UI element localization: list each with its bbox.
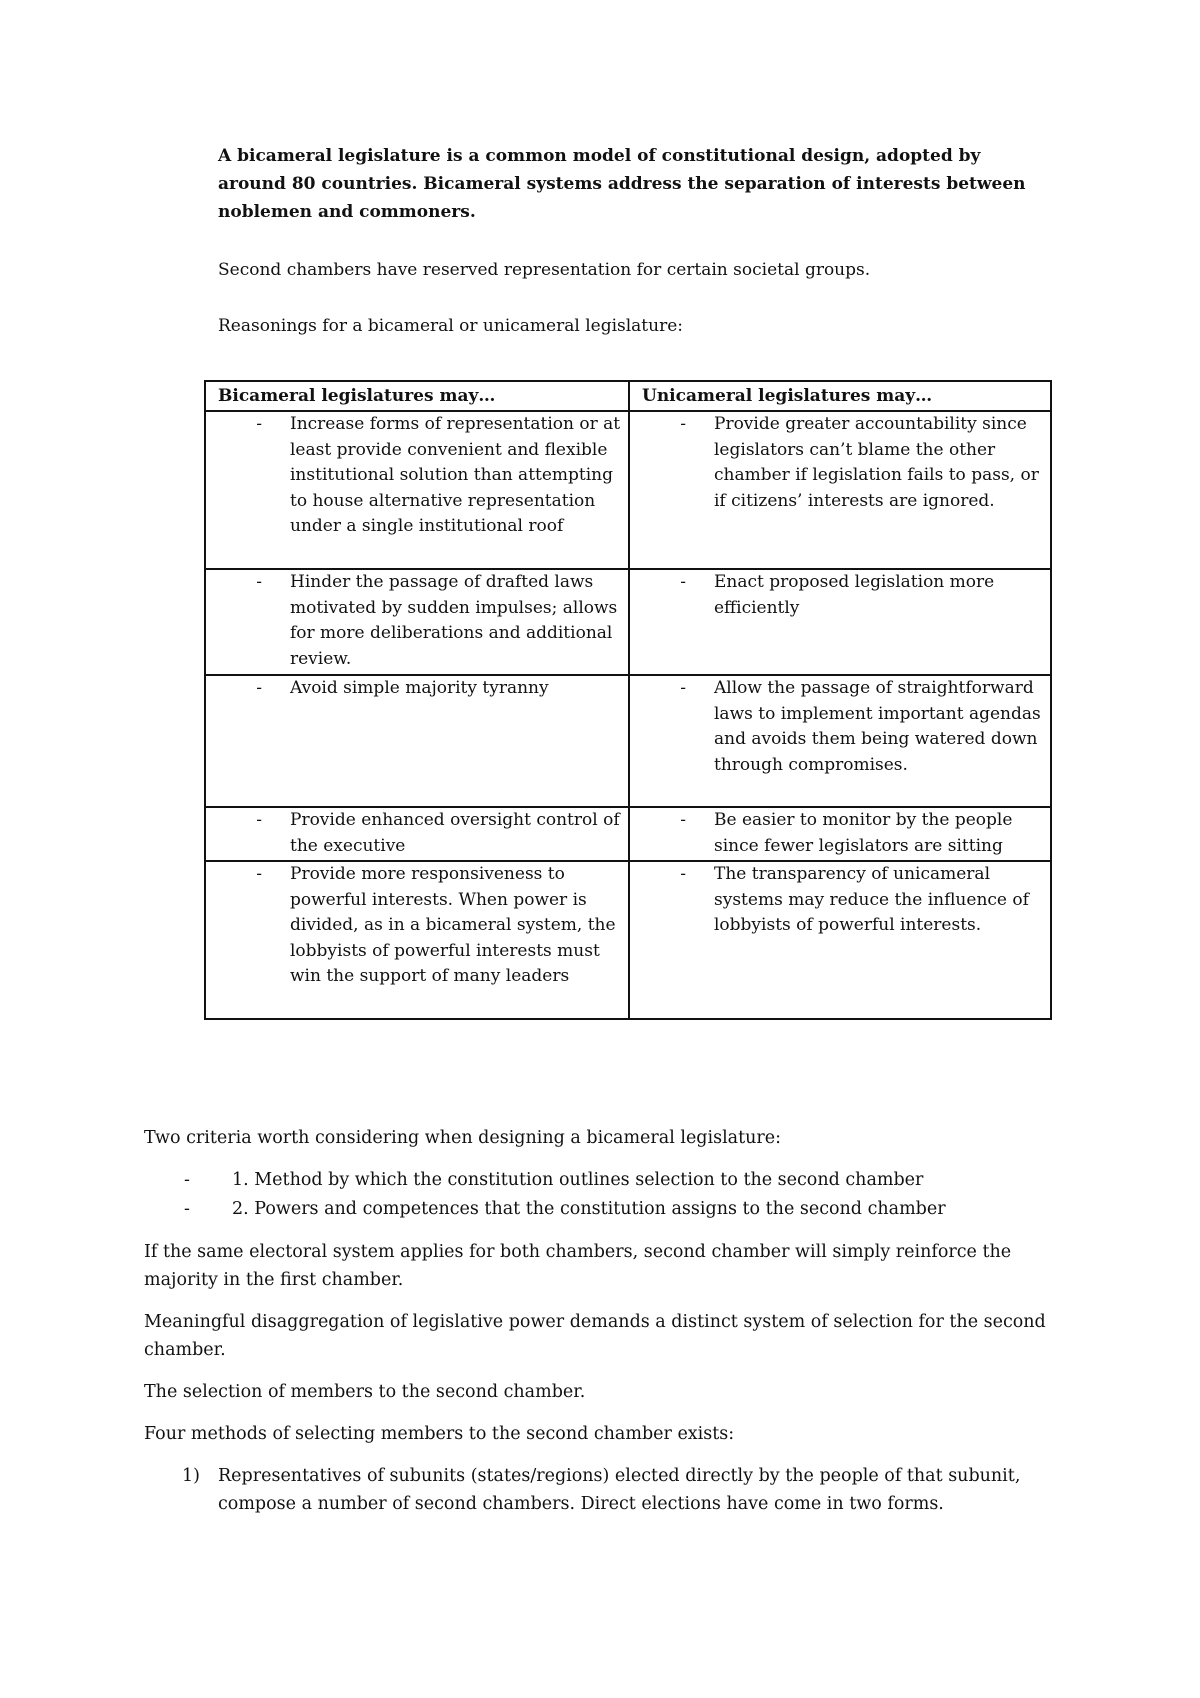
bicameral-cell: [205, 411, 629, 569]
unicameral-cell: [629, 807, 1051, 861]
table-row: [205, 411, 1051, 569]
lower-section: [144, 1124, 1064, 1518]
intro-bold-paragraph: A bicameral legislature is a common model of constitutional design, adopted by around 80 countries. Bicameral systems address the separation of interests between noblemen and commoners.: [218, 146, 1026, 222]
bicameral-reason: Provide more responsiveness to powerful interests. When power is divided, as in a bicameral system, the lobbyists of powerful interests must win the support of many leaders: [290, 864, 616, 986]
dash-bullet: -: [680, 572, 686, 592]
table-row: [205, 861, 1051, 1019]
dash-bullet: -: [680, 678, 686, 698]
unicameral-cell: [629, 675, 1051, 807]
dash-bullet: -: [184, 1170, 190, 1190]
criteria-item: 1. Method by which the constitution outlines selection to the second chamber: [232, 1170, 924, 1190]
dash-bullet: -: [680, 864, 686, 884]
paragraph-selection: The selection of members to the second chamber.: [144, 1382, 586, 1402]
dash-bullet: -: [256, 572, 262, 592]
paragraph-four-methods: Four methods of selecting members to the second chamber exists:: [144, 1424, 735, 1444]
header-bicameral: Bicameral legislatures may…: [205, 381, 629, 411]
unicameral-cell: [629, 861, 1051, 1019]
unicameral-reason: Enact proposed legislation more efficiently: [714, 572, 995, 618]
criteria-list: [144, 1166, 1064, 1224]
unicameral-cell: [629, 569, 1051, 675]
table-row: [205, 675, 1051, 807]
dash-bullet: -: [256, 864, 262, 884]
paragraph-disaggregation: Meaningful disaggregation of legislative power demands a distinct system of selection for the second chamber.: [144, 1312, 1046, 1360]
dash-bullet: -: [680, 414, 686, 434]
criteria-item: 2. Powers and competences that the constitution assigns to the second chamber: [232, 1199, 946, 1219]
header-unicameral: Unicameral legislatures may…: [629, 381, 1051, 411]
unicameral-reason: Provide greater accountability since legislators can’t blame the other chamber if legislation fails to pass, or if citizens’ interests are ignored.: [714, 414, 1039, 511]
unicameral-reason: Allow the passage of straightforward laws to implement important agendas and avoids them being watered down through compromises.: [714, 678, 1041, 775]
dash-bullet: -: [184, 1199, 190, 1219]
comparison-table: [204, 380, 1052, 1020]
bicameral-reason: Hinder the passage of drafted laws motivated by sudden impulses; allows for more deliberations and additional review.: [290, 572, 618, 669]
list-item: [144, 1195, 1064, 1224]
intro-paragraph-second-chambers: Second chambers have reserved representation for certain societal groups.: [218, 260, 871, 280]
table-row: [205, 807, 1051, 861]
method-number: 1): [182, 1466, 200, 1486]
bicameral-cell: [205, 569, 629, 675]
methods-list: [144, 1462, 1064, 1518]
table-header-row: [205, 381, 1051, 411]
list-item: [144, 1462, 1064, 1518]
dash-bullet: -: [256, 810, 262, 830]
dash-bullet: -: [256, 678, 262, 698]
intro-paragraph-reasonings: Reasonings for a bicameral or unicameral legislature:: [218, 316, 684, 336]
bicameral-cell: [205, 861, 629, 1019]
bicameral-reason: Increase forms of representation or at least provide convenient and flexible institutional solution than attempting to house alternative representation under a single institutional roof: [290, 414, 621, 536]
bicameral-reason: Avoid simple majority tyranny: [290, 678, 549, 698]
dash-bullet: -: [256, 414, 262, 434]
method-text: Representatives of subunits (states/regions) elected directly by the people of that subunit, compose a number of second chambers. Direct elections have come in two forms.: [218, 1466, 1021, 1514]
intro-section: [218, 142, 1048, 226]
unicameral-reason: The transparency of unicameral systems may reduce the influence of lobbyists of powerful interests.: [714, 864, 1029, 935]
table-row: [205, 569, 1051, 675]
bicameral-cell: [205, 675, 629, 807]
bicameral-reason: Provide enhanced oversight control of the executive: [290, 810, 620, 856]
list-item: [144, 1166, 1064, 1195]
dash-bullet: -: [680, 810, 686, 830]
bicameral-cell: [205, 807, 629, 861]
unicameral-cell: [629, 411, 1051, 569]
unicameral-reason: Be easier to monitor by the people since fewer legislators are sitting: [714, 810, 1013, 856]
criteria-title: Two criteria worth considering when designing a bicameral legislature:: [144, 1128, 782, 1148]
paragraph-electoral-system: If the same electoral system applies for both chambers, second chamber will simply reinforce the majority in the first chamber.: [144, 1242, 1012, 1290]
